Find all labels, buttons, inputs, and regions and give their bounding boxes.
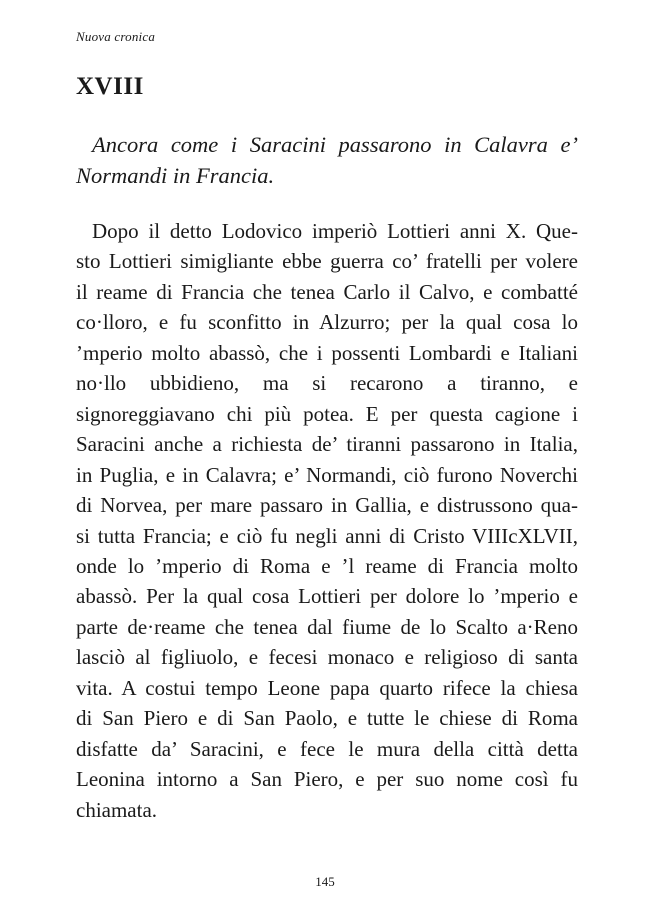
text-line: onde lo ’mperio di Roma e ’l reame di Francia molto [76,553,578,578]
text-line: abassò. Per la qual cosa Lottieri per dolore lo ’mperio e [76,584,578,609]
text-line: sto Lottieri simigliante ebbe guerra co’ fratelli per volere [76,249,578,274]
chapter-title: Ancora come i Saracini passarono in Calavra e’ Normandi in Francia. [76,132,578,188]
chapter-number: XVIII [76,73,144,100]
text-line: lasciò al figliuolo, e fecesi monaco e religioso di santa [76,645,578,670]
chapter-body [76,216,578,825]
text-line: si tutta Francia; e ciò fu negli anni di Cristo VIIIcXLVII, [76,523,578,548]
text-line: signoreggiavano chi più potea. E per questa cagione i [76,401,578,426]
text-line: Saracini anche a richiesta de’ tiranni passarono in Italia, [76,432,578,457]
text-line: Dopo il detto Lodovico imperiò Lottieri anni X. Que- [92,219,578,243]
text-line: no·llo ubbidieno, ma si recarono a tiranno, e [76,371,578,396]
text-line: in Puglia, e in Calavra; e’ Normandi, ciò furono Noverchi [76,462,578,487]
text-line: di San Piero e di San Paolo, e tutte le chiese di Roma [76,706,578,731]
text-line: disfatte da’ Saracini, e fece le mura della città detta [76,736,578,761]
text-line: ’mperio molto abassò, che i possenti Lombardi e Italiani [76,340,578,365]
text-line: di Norvea, per mare passaro in Gallia, e distrussono qua- [76,493,578,518]
text-line: co·lloro, e fu sconfitto in Alzurro; per la qual cosa lo [76,310,578,335]
text-line: parte de·reame che tenea dal fiume de lo Scalto a·Reno [76,614,578,639]
text-line: chiamata. [76,797,158,822]
running-header: Nuova cronica [76,29,156,44]
text-line: vita. A costui tempo Leone papa quarto rifece la chiesa [76,675,578,700]
text-line: il reame di Francia che tenea Carlo il Calvo, e combatté [76,279,578,304]
page-number: 145 [315,874,335,889]
text-line: Leonina intorno a San Piero, e per suo nome così fu [76,767,578,792]
